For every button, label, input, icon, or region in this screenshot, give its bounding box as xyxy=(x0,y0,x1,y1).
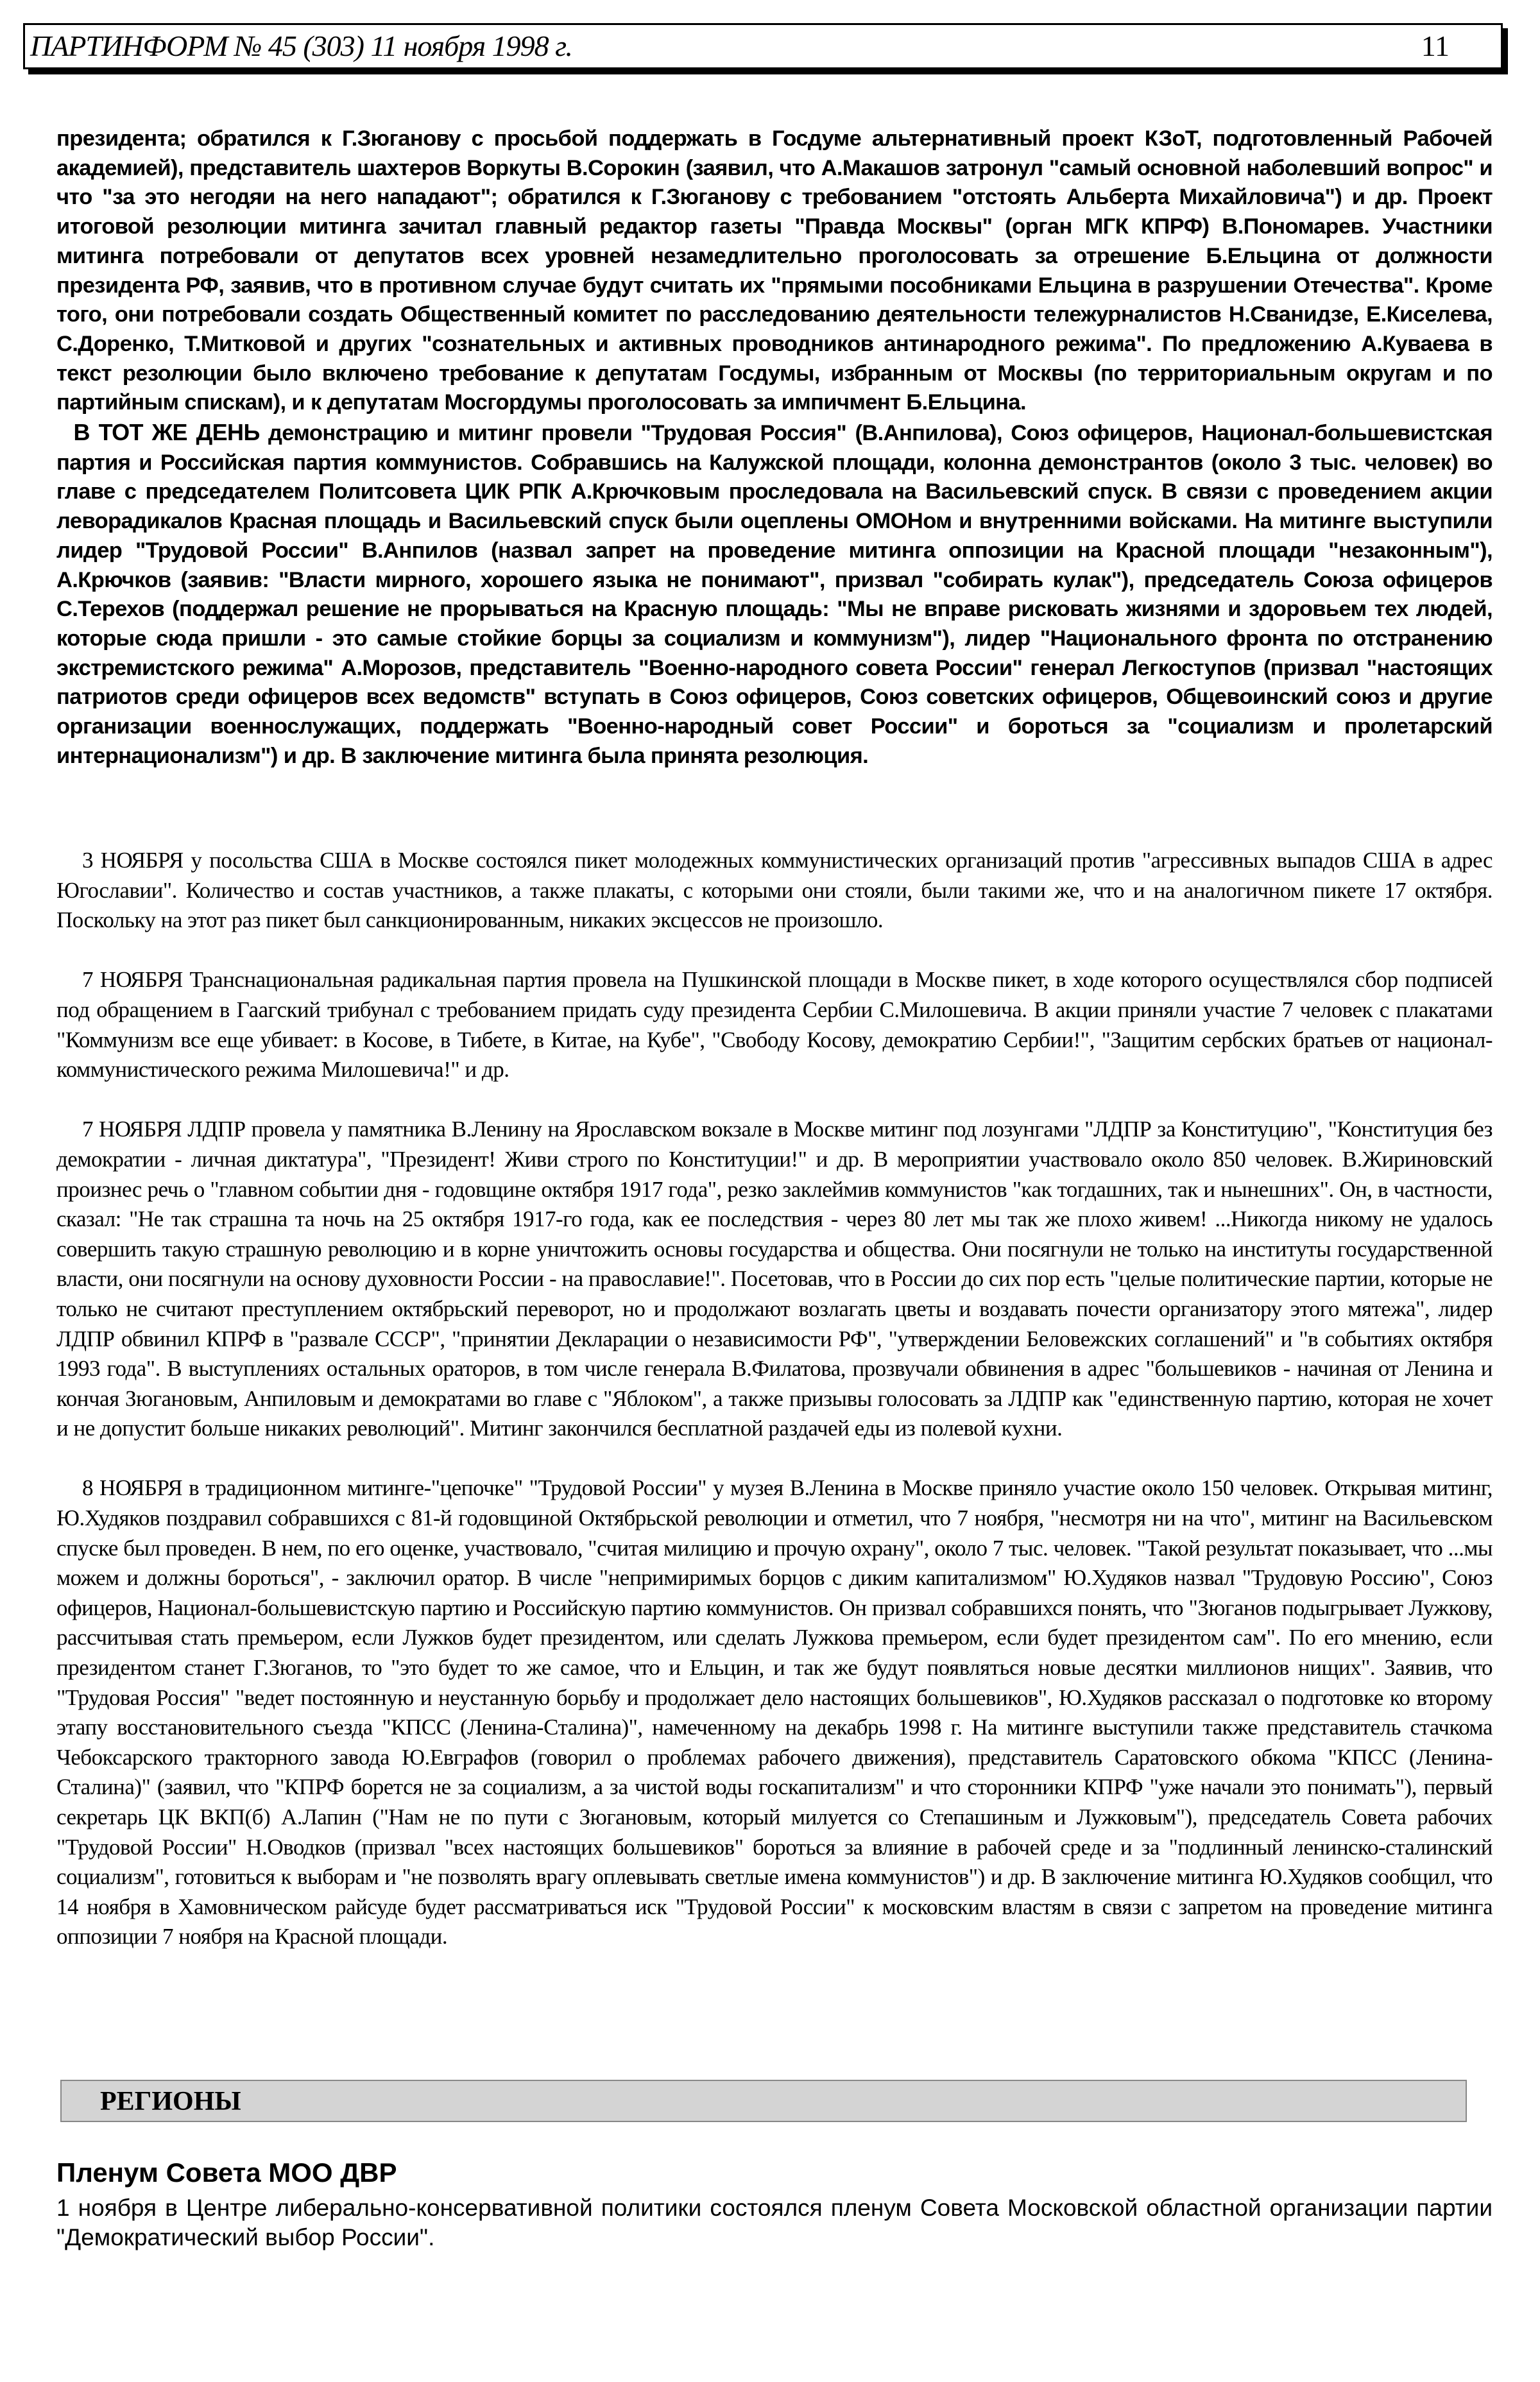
paragraph: 8 НОЯБРЯ в традиционном митинге-"цепочке" "Трудовой России" у музея В.Ленина в Москве приняло участие около 150 человек. Открывая митинг, Ю.Худяков поздравил собравшихся с 81-й годовщиной Октябрьской революции и отметил, что 7 ноября, "несмотря ни на что", митинг на Васильевском спуске был проведен. В нем, по его оценке, участвовало, "считая милицию и прочую охрану", около 7 тыс. человек. "Такой результат показывает, что ...мы можем и должны бороться", - заключил оратор. В числе "непримиримых борцов с диким капитализмом" Ю.Худяков назвал "Трудовую Россию", Союз офицеров, Национал-большевистскую партию и Российскую партию коммунистов. Он призвал собравшихся понять, что "Зюганов подыгрывает Лужкову, рассчитывая стать премьером, если Лужков будет президентом, или сделать Лужкова премьером, если будет президентом сам". По его мнению, если президентом станет Г.Зюганов, то "это будет то же самое, что и Ельцин, и так же будут появляться новые десятки миллионов нищих". Заявив, что "Трудовая Россия" "ведет постоянную и неустанную борьбу и продолжает дело настоящих большевиков", Ю.Худяков рассказал о подготовке ко второму этапу восстановительного съезда "КПСС (Ленина-Сталина)", намеченному на декабрь 1998 г. На митинге выступили также представитель стачкома Чебоксарского тракторного завода Ю.Евграфов (говорил о проблемах рабочего движения), представитель Саратовского обкома "КПСС (Ленина-Сталина)" (заявил, что "КПРФ борется не за социализм, а за чистой воды госкапитализм" и что сторонники КПРФ "уже начали это понимать"), первый секретарь ЦК ВКП(б) А.Лапин ("Нам не по пути с Зюгановым, который милуется со Степашиным и Лужковым"), председатель Совета рабочих "Трудовой России" Н.Оводков (призвал "всех настоящих большевиков" бороться за влияние в рабочей среде и за "подлинный ленинско-сталинский социализм", готовиться к выборам и "не позволять врагу оплевывать светлые имена коммунистов") и др. В заключение митинга Ю.Худяков сообщил, что 14 ноября в Хамовническом райсуде будет рассматриваться иск "Трудовой России" к московским властям в связи с запретом на проведение митинга оппозиции 7 ноября на Красной площади. xyxy=(56,1475,1493,1949)
paragraph: президента; обратился к Г.Зюганову с просьбой поддержать в Госдуме альтернативный проект КЗоТ, подготовленный Рабочей академией), представитель шахтеров Воркуты В.Сорокин (заявил, что А.Макашов затронул "самый основной наболевший вопрос" и что "за это негодяи на него нападают"; обратился к Г.Зюганову с требованием "отстоять Альберта Михайловича") и др. Проект итоговой резолюции митинга зачитал главный редактор газеты "Правда Москвы" (орган МГК КПРФ) В.Пономарев. Участники митинга потребовали от депутатов всех уровней незамедлительно проголосовать за отрешение Б.Ельцина от должности президента РФ, заявив, что в противном случае будут считать их "прямыми пособниками Ельцина в разрушении Отечества". Кроме того, они потребовали создать Общественный комитет по расследованию деятельности тележурналистов Н.Сванидзе, Е.Киселева, С.Доренко, Т.Митковой и других "сознательных и активных проводников антинародного режима". По предложению А.Куваева в текст резолюции было включено требование к депутатам Госдумы, избранным от Москвы (по территориальным округам и по партийным спискам), и к депутатам Мосгордумы проголосовать за импичмент Б.Ельцина. xyxy=(56,126,1493,415)
article-text: 1 ноября в Центре либерально-консервативной политики состоялся пленум Совета Московской областной организации партии "Демократический выбор России". xyxy=(56,2195,1493,2250)
article-continuation xyxy=(56,124,1493,771)
section-title: РЕГИОНЫ xyxy=(100,2087,241,2116)
paragraph-text: демонстрацию и митинг провели "Трудовая Россия" (В.Анпилова), Союз офицеров, Национал-большевистская партия и Российская партия коммунистов. Собравшись на Калужской площади, колонна демонстрантов (около 3 тыс. человек) во главе с председателем Политсовета ЦИК РПК А.Крючковым проследовала на Васильевский спуск. В связи с проведением акции леворадикалов Красная площадь и Васильевский спуск были оцеплены ОМОНом и внутренними войсками. На митинге выступили лидер "Трудовой России" В.Анпилов (назвал запрет на проведение митинга оппозиции на Красной площади "незаконным"), А.Крючков (заявив: "Власти мирного, хорошего языка не понимают", призвал "собирать кулак"), председатель Союза офицеров С.Терехов (поддержал решение не прорываться на Красную площадь: "Мы не вправе рисковать жизнями и здоровьем тех людей, которые сюда пришли - это самые стойкие борцы за социализм и коммунизм"), лидер "Национального фронта по отстранению экстремистского режима" А.Морозов, представитель "Военно-народного совета России" генерал Легкоступов (призвал "настоящих патриотов среди офицеров всех ведомств" вступать в Союз офицеров, Союз советских офицеров, Общевоинский союз и другие организации военнослужащих, поддержать "Военно-народный совет России" и бороться за "социализм и пролетарский интернационализм") и др. В заключение митинга была принята резолюция. xyxy=(56,421,1493,768)
section-header-regions xyxy=(60,2080,1467,2122)
paragraph: 3 НОЯБРЯ у посольства США в Москве состоялся пикет молодежных коммунистических организаций против "агрессивных выпадов США в адрес Югославии". Количество и состав участников, а также плакаты, с которыми они стояли, были такими же, что и на аналогичном пикете 17 октября. Поскольку на этот раз пикет был санкционированным, никаких эксцессов не произошло. xyxy=(56,848,1493,933)
page-header xyxy=(23,23,1503,69)
paragraph xyxy=(56,418,1493,771)
paragraph: 7 НОЯБРЯ ЛДПР провела у памятника В.Ленину на Ярославском вокзале в Москве митинг под лозунгами "ЛДПР за Конституцию", "Конституция без демократии - личная диктатура", "Президент! Живи строго по Конституции!" и др. В мероприятии участвовало около 850 человек. В.Жириновский произнес речь о "главном событии дня - годовщине октября 1917 года", резко заклеймив коммунистов "как тогдашних, так и нынешних". Он, в частности, сказал: "Не так страшна та ночь на 25 октября 1917-го года, как ее последствия - через 80 лет мы так же плохо живем! ...Никогда никому не удалось совершить такую страшную революцию и в корне уничтожить основы государства и общества. Они посягнули не только на институты государственной власти, они посягнули на основу духовности России - на православие!". Посетовав, что в России до сих пор есть "целые политические партии, которые не только не считают преступлением октябрьский переворот, но и продолжают возлагать цветы и воздавать почести организатору этого мятежа", лидер ЛДПР обвинил КПРФ в "развале СССР", "принятии Декларации о независимости РФ", "утверждении Беловежских соглашений" и "в событиях октября 1993 года". В выступлениях остальных ораторов, в том числе генерала В.Филатова, прозвучали обвинения в адрес "большевиков - начиная от Ленина и кончая Зюгановым, Анпиловым и демократами во главе с "Яблоком", а также призывы голосовать за ЛДПР как "единственную партию, которая не хочет и не допустит больше никаких революций". Митинг закончился бесплатной раздачей еды из полевой кухни. xyxy=(56,1117,1493,1441)
news-chronicle xyxy=(56,846,1493,1982)
paragraph: 7 НОЯБРЯ Транснациональная радикальная партия провела на Пушкинской площади в Москве пикет, в ходе которого осуществлялся сбор подписей под обращением в Гаагский трибунал с требованием придать суду президента Сербии С.Милошевича. В акции приняли участие 7 человек с плакатами "Коммунизм все еще убивает: в Косове, в Тибете, в Китае, на Кубе", "Свободу Косову, демократию Сербии!", "Защитим сербских братьев от национал-коммунистического режима Милошевича!" и др. xyxy=(56,967,1493,1083)
paragraph-lead: В ТОТ ЖЕ ДЕНЬ xyxy=(73,419,260,446)
page-number: 11 xyxy=(1421,30,1450,62)
article-title: Пленум Совета МОО ДВР xyxy=(56,2157,397,2188)
publication-title: ПАРТИНФОРМ № 45 (303) 11 ноября 1998 г. xyxy=(30,30,572,62)
